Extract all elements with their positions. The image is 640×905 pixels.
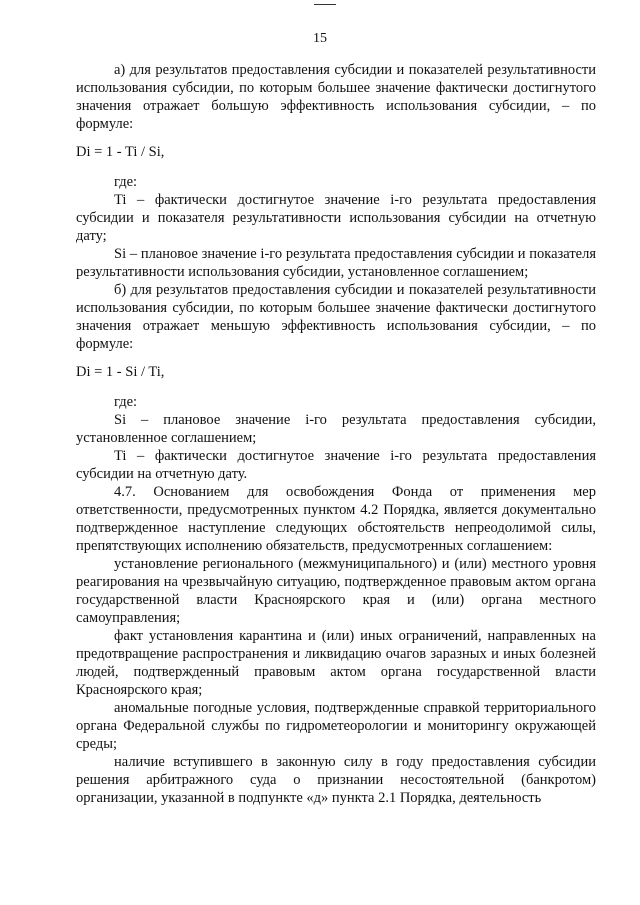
definition-si-2: Si – плановое значение i-го результата предоставления субсидии, установленное соглашением; [76, 412, 596, 446]
paragraph-4-7: 4.7. Основанием для освобождения Фонда от применения мер ответственности, предусмотренных пунктом 4.2 Порядка, является документально подтвержденное наступление следующих обстоятельств непреодолимой силы, препятствующих исполнению обязательств, предусмотренных соглашением: [76, 484, 596, 554]
definition-ti-2: Ti – фактически достигнутое значение i-го результата предоставления субсидии на отчетную дату. [76, 448, 596, 482]
where-label-2: где: [114, 394, 138, 410]
formula-2: Di = 1 - Si / Ti, [76, 364, 165, 380]
paragraph-b: б) для результатов предоставления субсидии и показателей результативности использования субсидии, по которым большее значение фактически достигнутого значения отражает меньшую эффективность использования субсидии, – по формуле: [76, 282, 596, 352]
circumstance-1: установление регионального (межмуниципального) и (или) местного уровня реагирования на чрезвычайную ситуацию, подтвержденное правовым актом органа государственной власти Красноярского края и (или) органа местного самоуправления; [76, 556, 596, 626]
paragraph-a: а) для результатов предоставления субсидии и показателей результативности использования субсидии, по которым большее значение фактически достигнутого значения отражает большую эффективность использования субсидии, – по формуле: [76, 62, 596, 132]
circumstance-4: наличие вступившего в законную силу в году предоставления субсидии решения арбитражного суда о признании несостоятельной (банкротом) организации, указанной в подпункте «д» пункта 2.1 Порядка, деятельность [76, 754, 596, 806]
circumstance-3: аномальные погодные условия, подтвержденные справкой территориального органа Федеральной службы по гидрометеорологии и мониторингу окружающей среды; [76, 700, 596, 752]
document-body [76, 61, 596, 807]
where-label-1: где: [114, 174, 138, 190]
page-number: 15 [313, 31, 327, 46]
top-rule [314, 4, 336, 5]
circumstance-2: факт установления карантина и (или) иных ограничений, направленных на предотвращение распространения и ликвидацию очагов заразных и иных болезней людей, подтвержденный правовым актом органа государственной власти Красноярского края; [76, 628, 596, 698]
definition-ti-1: Ti – фактически достигнутое значение i-го результата предоставления субсидии и показателя результативности использования субсидии на отчетную дату; [76, 192, 596, 244]
formula-1: Di = 1 - Ti / Si, [76, 144, 165, 160]
definition-si-1: Si – плановое значение i-го результата предоставления субсидии и показателя результативности использования субсидии, установленное соглашением; [76, 246, 596, 280]
